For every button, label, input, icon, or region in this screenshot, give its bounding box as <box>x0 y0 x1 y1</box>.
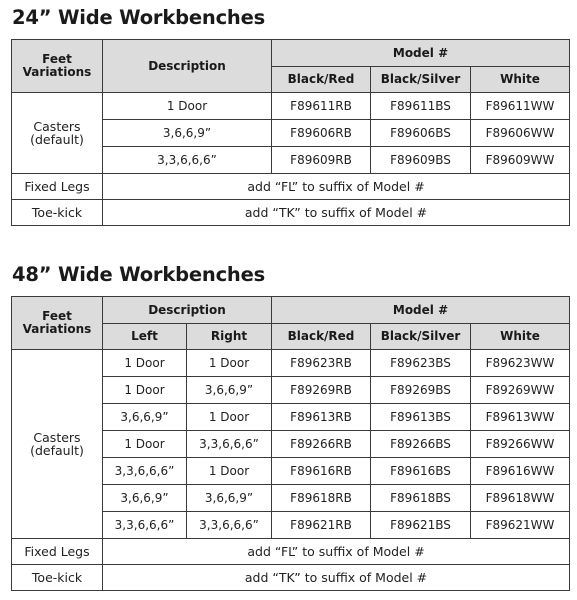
model-cell: F89618WW <box>471 485 570 512</box>
model-cell: F89623RB <box>272 350 371 377</box>
fixed-legs-label: Fixed Legs <box>12 174 103 200</box>
black-silver-header: Black/Silver <box>371 324 471 350</box>
model-cell: F89266BS <box>371 431 471 458</box>
table1-title: 24” Wide Workbenches <box>12 6 266 29</box>
feet-variations-header: Feet Variations <box>12 40 103 93</box>
left-cell: 3,6,6,9” <box>103 485 187 512</box>
model-cell: F89616WW <box>471 458 570 485</box>
black-silver-header: Black/Silver <box>371 67 471 93</box>
black-red-header: Black/Red <box>272 324 371 350</box>
model-cell: F89623WW <box>471 350 570 377</box>
toe-kick-row <box>12 200 570 226</box>
left-cell: 1 Door <box>103 431 187 458</box>
description-cell: 3,3,6,6,6” <box>103 147 272 174</box>
model-cell: F89618BS <box>371 485 471 512</box>
workbench-24-table <box>11 39 570 226</box>
fixed-legs-label: Fixed Legs <box>12 539 103 565</box>
toe-kick-note: add “TK” to suffix of Model # <box>103 200 570 226</box>
model-cell: F89609WW <box>471 147 570 174</box>
model-cell: F89609RB <box>272 147 371 174</box>
model-cell: F89613BS <box>371 404 471 431</box>
description-cell: 1 Door <box>103 93 272 120</box>
model-cell: F89611WW <box>471 93 570 120</box>
model-cell: F89266WW <box>471 431 570 458</box>
model-cell: F89266RB <box>272 431 371 458</box>
right-cell: 3,6,6,9” <box>187 485 272 512</box>
model-header: Model # <box>272 297 570 324</box>
toe-kick-note: add “TK” to suffix of Model # <box>103 565 570 591</box>
right-cell: 1 Door <box>187 458 272 485</box>
model-cell: F89616BS <box>371 458 471 485</box>
casters-label: Casters (default) <box>12 350 103 539</box>
table-row <box>12 93 570 120</box>
description-header: Description <box>103 40 272 93</box>
table-header-row <box>12 40 570 67</box>
model-cell: F89621BS <box>371 512 471 539</box>
left-cell: 1 Door <box>103 350 187 377</box>
model-cell: F89269BS <box>371 377 471 404</box>
black-red-header: Black/Red <box>272 67 371 93</box>
fixed-legs-row <box>12 174 570 200</box>
left-cell: 3,6,6,9” <box>103 404 187 431</box>
model-cell: F89623BS <box>371 350 471 377</box>
model-cell: F89611BS <box>371 93 471 120</box>
table-header-row <box>12 297 570 324</box>
right-header: Right <box>187 324 272 350</box>
model-cell: F89621RB <box>272 512 371 539</box>
toe-kick-label: Toe-kick <box>12 565 103 591</box>
model-cell: F89611RB <box>272 93 371 120</box>
description-cell: 3,6,6,9” <box>103 120 272 147</box>
model-cell: F89609BS <box>371 147 471 174</box>
right-cell: 3,3,6,6,6” <box>187 512 272 539</box>
toe-kick-label: Toe-kick <box>12 200 103 226</box>
fixed-legs-row <box>12 539 570 565</box>
left-cell: 1 Door <box>103 377 187 404</box>
table2-title: 48” Wide Workbenches <box>12 263 266 286</box>
feet-variations-header: Feet Variations <box>12 297 103 350</box>
white-header: White <box>471 67 570 93</box>
right-cell: 3,6,6,9” <box>187 377 272 404</box>
left-cell: 3,3,6,6,6” <box>103 458 187 485</box>
table-row <box>12 350 570 377</box>
fixed-legs-note: add “FL” to suffix of Model # <box>103 539 570 565</box>
right-cell: 1 Door <box>187 404 272 431</box>
model-cell: F89606RB <box>272 120 371 147</box>
white-header: White <box>471 324 570 350</box>
casters-label: Casters (default) <box>12 93 103 174</box>
model-header: Model # <box>272 40 570 67</box>
left-cell: 3,3,6,6,6” <box>103 512 187 539</box>
model-cell: F89621WW <box>471 512 570 539</box>
model-cell: F89269WW <box>471 377 570 404</box>
fixed-legs-note: add “FL” to suffix of Model # <box>103 174 570 200</box>
model-cell: F89616RB <box>272 458 371 485</box>
model-cell: F89613RB <box>272 404 371 431</box>
description-header: Description <box>103 297 272 324</box>
model-cell: F89606BS <box>371 120 471 147</box>
model-cell: F89618RB <box>272 485 371 512</box>
right-cell: 1 Door <box>187 350 272 377</box>
model-cell: F89613WW <box>471 404 570 431</box>
right-cell: 3,3,6,6,6” <box>187 431 272 458</box>
model-cell: F89269RB <box>272 377 371 404</box>
workbench-48-table <box>11 296 570 591</box>
toe-kick-row <box>12 565 570 591</box>
left-header: Left <box>103 324 187 350</box>
model-cell: F89606WW <box>471 120 570 147</box>
